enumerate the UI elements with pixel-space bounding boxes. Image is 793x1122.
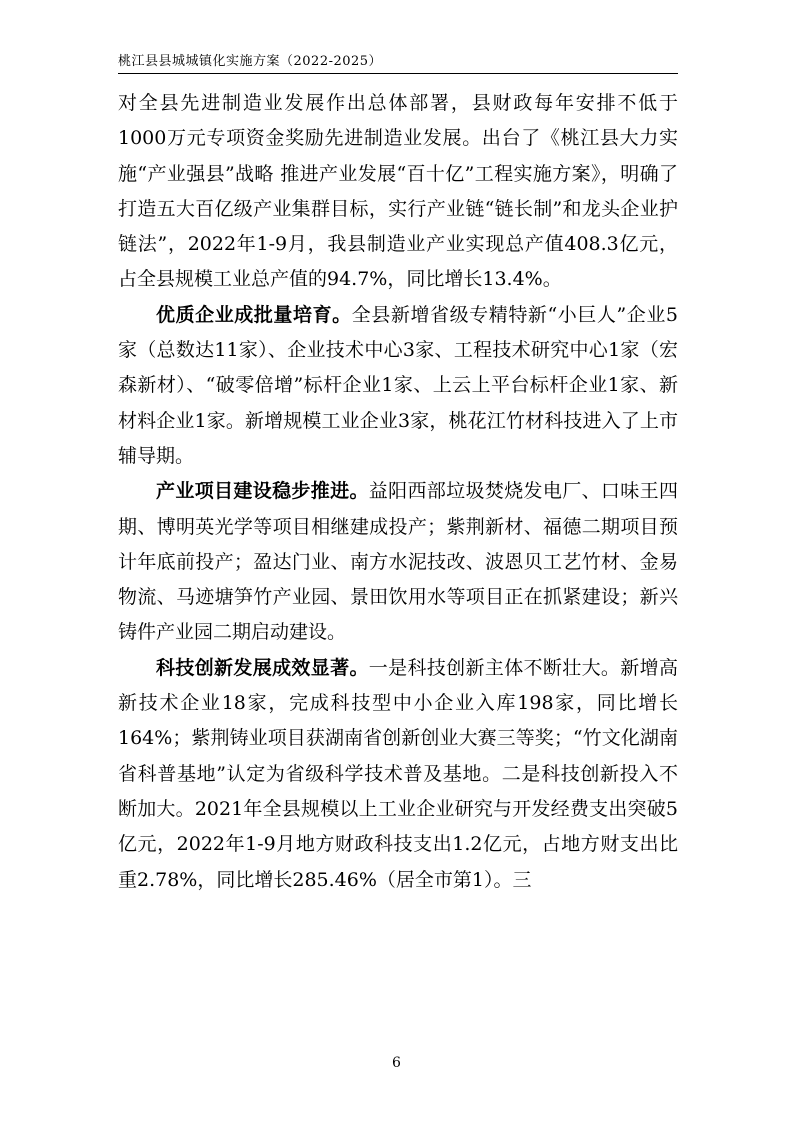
running-header: 桃江县县城城镇化实施方案（2022-2025） bbox=[118, 54, 383, 69]
paragraph-2 bbox=[118, 298, 678, 474]
paragraph-4 bbox=[118, 651, 678, 898]
paragraph-4-lead: 科技创新发展成效显著。 bbox=[156, 656, 369, 679]
paragraph-4-text: 一是科技创新主体不断壮大。新增高新技术企业18家，完成科技型中小企业入库198家，同比增长164%；紫荆铸业项目获湖南省创新创业大赛三等奖；“竹文化湖南省科普基地”认定为省级科学技术普及基地。二是科技创新投入不断加大。2021年全县规模以上工业企业研究与开发经费支出突破5亿元，2022年1-9月地方财政科技支出1.2亿元，占地方财支出比重2.78%，同比增长285.46%（居全市第1）。三 bbox=[118, 656, 678, 891]
paragraph-3-lead: 产业项目建设稳步推进。 bbox=[156, 480, 369, 503]
paragraph-1 bbox=[118, 86, 678, 298]
paragraph-1-text: 对全县先进制造业发展作出总体部署，县财政每年安排不低于1000万元专项资金奖励先进制造业发展。出台了《桃江县大力实施“产业强县”战略 推进产业发展“百十亿”工程实施方案》，明确了打造五大百亿级产业集群目标，实行产业链“链长制”和龙头企业护链法”，2022年1-9月，我县制造业产业实现总产值408.3亿元，占全县规模工业总产值的94.7%，同比增长13.4%。 bbox=[118, 92, 678, 291]
header-divider bbox=[118, 73, 678, 74]
paragraph-2-lead: 优质企业成批量培育。 bbox=[156, 303, 352, 326]
paragraph-3-text: 益阳西部垃圾焚烧发电厂、口味王四期、博明英光学等项目相继建成投产；紫荆新材、福德二期项目预计年底前投产；盈达门业、南方水泥技改、波恩贝工艺竹材、金易物流、马迹塘笋竹产业园、景田饮用水等项目正在抓紧建设；新兴铸件产业园二期启动建设。 bbox=[118, 480, 678, 644]
paragraph-3 bbox=[118, 474, 678, 650]
body-text bbox=[118, 86, 678, 898]
page-number: 6 bbox=[392, 1055, 401, 1071]
paragraph-2-text: 全县新增省级专精特新“小巨人”企业5家（总数达11家）、企业技术中心3家、工程技术研究中心1家（宏森新材）、“破零倍增”标杆企业1家、上云上平台标杆企业1家、新材料企业1家。新增规模工业企业3家，桃花江竹材科技进入了上市辅导期。 bbox=[118, 303, 678, 467]
